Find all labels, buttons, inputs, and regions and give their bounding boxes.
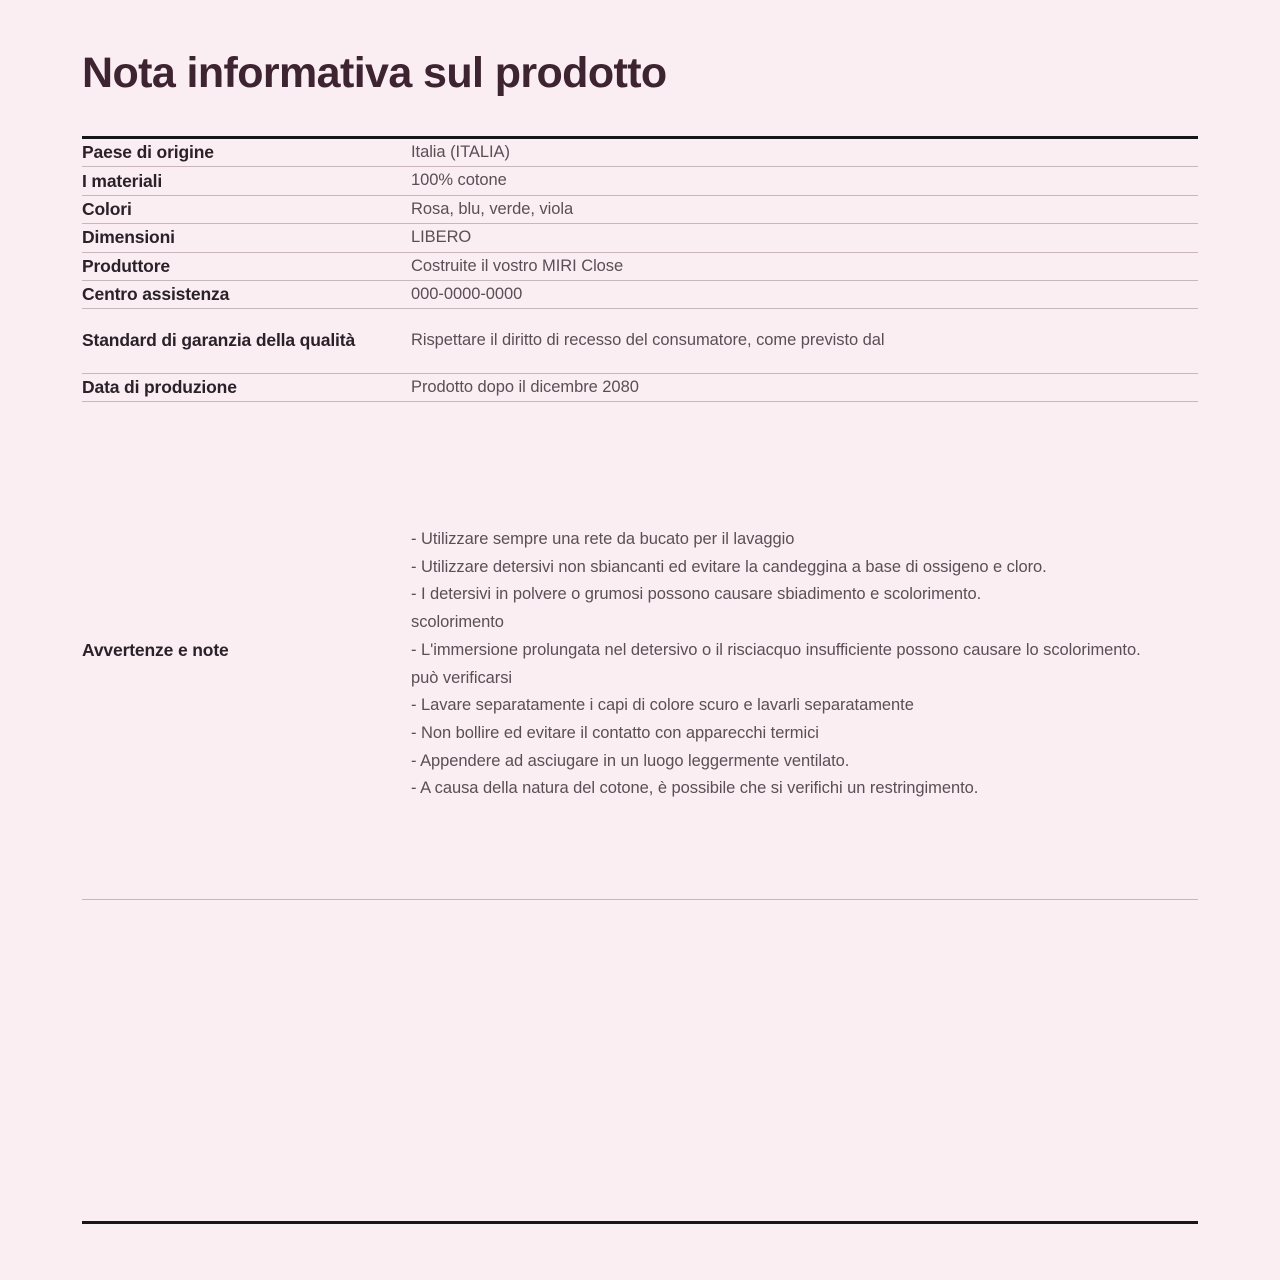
care-instructions-list xyxy=(411,526,1198,803)
spec-value: Costruite il vostro MIRI Close xyxy=(411,256,624,275)
spec-value: Italia (ITALIA) xyxy=(411,143,510,161)
spec-value: LIBERO xyxy=(411,228,472,247)
spec-label: Data di produzione xyxy=(82,376,237,397)
list-item: scolorimento xyxy=(411,613,504,632)
table-row xyxy=(82,280,1198,308)
spec-value: Rosa, blu, verde, viola xyxy=(411,199,574,218)
table-row xyxy=(82,224,1198,252)
list-item: - Utilizzare sempre una rete da bucato per il lavaggio xyxy=(411,530,795,548)
spec-label: Standard di garanzia della qualità xyxy=(82,330,356,351)
warranty-line: Rispettare il xyxy=(411,331,498,350)
table-row xyxy=(82,167,1198,195)
product-spec-table xyxy=(82,139,1198,900)
spec-label: Centro assistenza xyxy=(82,284,230,305)
list-item: - Utilizzare detersivi non sbiancanti ed evitare la candeggina a base di ossigeno e cloro. xyxy=(411,557,1047,576)
list-item: - Lavare separatamente i capi di colore scuro e lavarli separatamente xyxy=(411,696,914,715)
spec-value xyxy=(411,402,1198,900)
notes-top-spacer xyxy=(411,430,1198,526)
list-item: - I detersivi in polvere o grumosi possono causare sbiadimento e scolorimento. xyxy=(411,585,982,604)
warranty-line: diritto di recesso del consumatore, come previsto dal xyxy=(502,331,885,350)
table-row xyxy=(82,195,1198,223)
table-row xyxy=(82,402,1198,900)
spec-value: Prodotto dopo il dicembre 2080 xyxy=(411,377,639,396)
spec-value: 000-0000-0000 xyxy=(411,284,523,303)
spec-label: Dimensioni xyxy=(82,227,175,248)
page-title: Nota informativa sul prodotto xyxy=(82,49,667,97)
table-row xyxy=(82,252,1198,280)
spec-label: I materiali xyxy=(82,170,163,191)
list-item: può verificarsi xyxy=(411,668,513,687)
table-row xyxy=(82,309,1198,373)
spec-label: Produttore xyxy=(82,255,170,276)
list-item: - Appendere ad asciugare in un luogo leggermente ventilato. xyxy=(411,751,850,770)
spec-label: Avvertenze e note xyxy=(82,640,229,661)
list-item: - A causa della natura del cotone, è possibile che si verifichi un restringimento. xyxy=(411,779,979,798)
list-item: - Non bollire ed evitare il contatto con apparecchi termici xyxy=(411,724,819,743)
spec-label: Colori xyxy=(82,198,132,219)
spec-label: Paese di origine xyxy=(82,142,214,163)
table-row xyxy=(82,373,1198,401)
spec-value xyxy=(411,309,1198,373)
footer-divider xyxy=(82,1221,1198,1224)
spec-value: 100% cotone xyxy=(411,171,507,190)
list-item: - L'immersione prolungata nel detersivo o il risciacquo insufficiente possono causare lo scolorimento. xyxy=(411,640,1141,659)
table-row xyxy=(82,139,1198,167)
product-spec-table-body xyxy=(82,139,1198,900)
